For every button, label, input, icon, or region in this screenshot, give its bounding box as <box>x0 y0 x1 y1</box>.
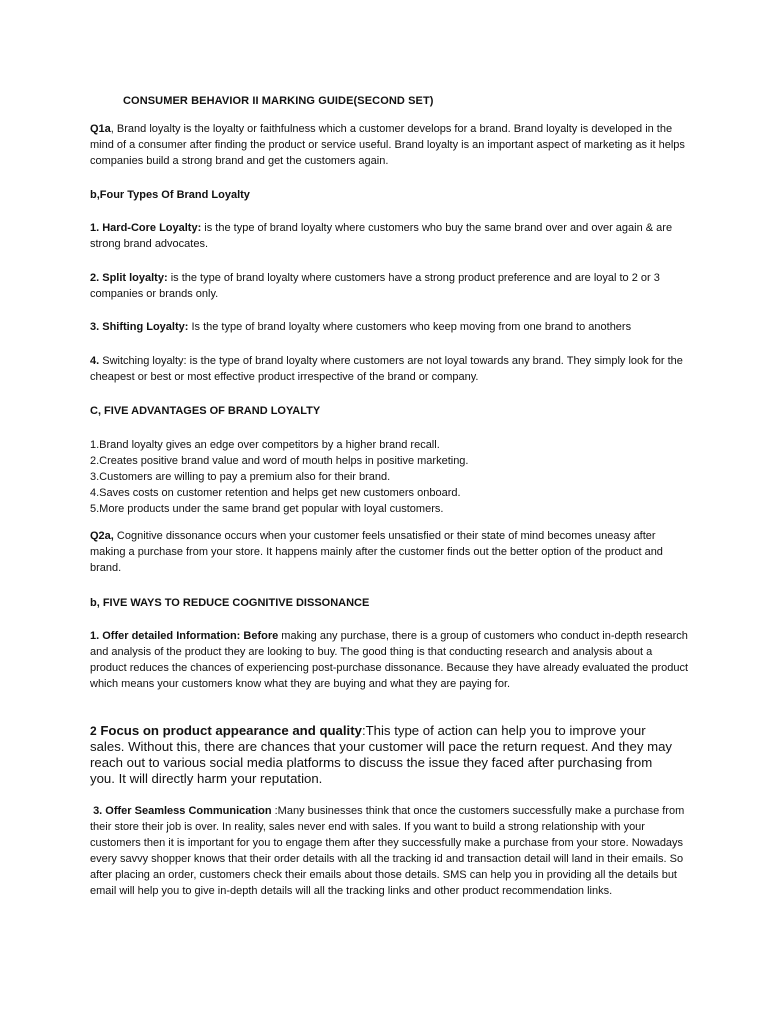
way-1 <box>90 628 690 692</box>
way-2-text: :This type of action can help you to improve your sales. Without this, there are chances that your customer will pace the return request. And they may reach out to various social media platforms to discuss the issue they faced after purchasing from you. It will directly harm your reputation. <box>90 723 673 786</box>
document-title: CONSUMER BEHAVIOR II MARKING GUIDE(SECOND SET) <box>123 95 434 107</box>
loyalty-type-4-text: Switching loyalty: is the type of brand loyalty where customers are not loyal towards any brand. They simply look for the cheapest or best or most effective product irrespective of the brand or company. <box>90 355 683 383</box>
list-item: 1.Brand loyalty gives an edge over competitors by a higher brand recall. <box>90 439 440 451</box>
loyalty-type-2-text: is the type of brand loyalty where customers have a strong product preference and are loyal to 2 or 3 companies or brands only. <box>90 272 660 300</box>
loyalty-type-3 <box>90 319 690 335</box>
way-1-label: 1. Offer detailed Information: Before <box>90 630 279 642</box>
loyalty-type-4 <box>90 353 690 385</box>
way-2-label: Focus on product appearance and quality <box>96 723 362 738</box>
list-item: 4.Saves costs on customer retention and helps get new customers onboard. <box>90 487 461 499</box>
q2a-text: Cognitive dissonance occurs when your customer feels unsatisfied or their state of mind becomes uneasy after making a purchase from your store. It happens mainly after the customer finds out the better option of the product and brand. <box>90 530 663 574</box>
list-item: 2.Creates positive brand value and word of mouth helps in positive marketing. <box>90 455 469 467</box>
loyalty-type-2 <box>90 270 690 302</box>
q1a-label: Q1a <box>90 123 111 135</box>
loyalty-type-3-label: 3. Shifting Loyalty: <box>90 321 189 333</box>
q1c-heading-text: C, FIVE ADVANTAGES OF BRAND LOYALTY <box>90 405 321 417</box>
way-3 <box>90 803 690 899</box>
advantages-list <box>90 437 690 517</box>
q2b-heading <box>90 595 690 611</box>
loyalty-type-1-text: is the type of brand loyalty where customers who buy the same brand over and over again & are strong brand advocates. <box>90 222 673 250</box>
loyalty-type-4-label: 4. <box>90 355 100 367</box>
q2a-label: Q2a, <box>90 530 114 542</box>
q1c-heading <box>90 403 690 419</box>
list-item: 3.Customers are willing to pay a premium also for their brand. <box>90 471 391 483</box>
loyalty-type-3-text: Is the type of brand loyalty where customers who keep moving from one brand to anothers <box>188 321 632 333</box>
q2b-heading-text: b, FIVE WAYS TO REDUCE COGNITIVE DISSONANCE <box>90 597 370 609</box>
way-3-text: :Many businesses think that once the customers successfully make a purchase from their store their job is over. In reality, sales never end with sales. If you want to build a strong relationship with your customers then it is important for you to engage them after they successfully make a purchase from your store. Nowadays every savvy shopper knows that their order details with all the tracking id and transaction detail will land in their emails. So after placing an order, customers check their emails about those details. SMS can help you in providing all the details but email will help you to give in-depth details will all the tracking links and other product recommendation links. <box>90 805 685 897</box>
way-3-label: 3. Offer Seamless Communication <box>93 805 272 817</box>
loyalty-type-1 <box>90 220 690 252</box>
way-2 <box>90 723 680 787</box>
q1a-text: , Brand loyalty is the loyalty or faithfulness which a customer develops for a brand. Brand loyalty is developed in the mind of a consumer after finding the product or service useful. Brand loyalty is an important aspect of marketing as it helps companies build a strong brand and get the customers again. <box>90 123 685 167</box>
way-1-text: making any purchase, there is a group of customers who conduct in-depth research and analysis of the product they are looking to buy. The good thing is that conducting research and analysis about a product reduces the chances of experiencing post-purchase dissonance. Because they have already evaluated the product which means your customers know what they are buying and what they are paying for. <box>90 630 689 690</box>
q1a-paragraph <box>90 121 690 169</box>
q1b-heading-text: b,Four Types Of Brand Loyalty <box>90 189 250 201</box>
q1b-heading <box>90 187 690 203</box>
way-2-number: 2 <box>90 724 97 738</box>
list-item: 5.More products under the same brand get popular with loyal customers. <box>90 503 444 515</box>
loyalty-type-2-label: 2. Split loyalty: <box>90 272 168 284</box>
loyalty-type-1-label: 1. Hard-Core Loyalty: <box>90 222 202 234</box>
q2a-paragraph <box>90 528 690 576</box>
